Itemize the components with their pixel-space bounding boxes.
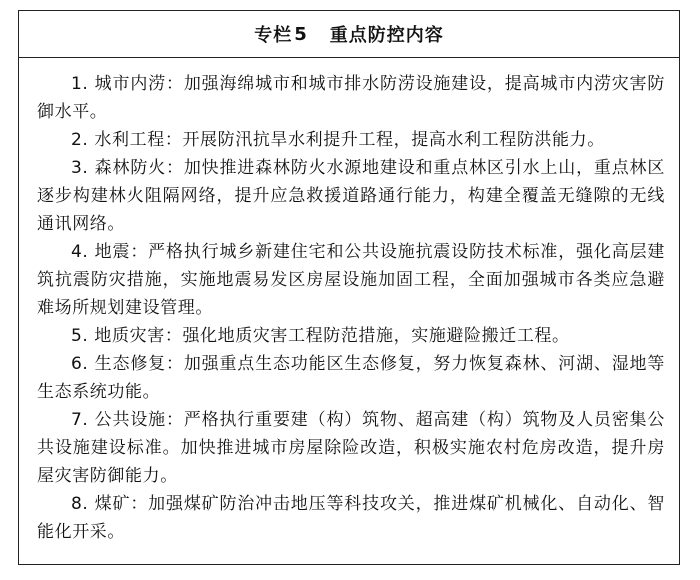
item-text: 开展防汛抗旱水利提升工程，提高水利工程防洪能力。	[182, 130, 605, 150]
column-content	[19, 58, 679, 546]
item-label: 2. 水利工程：	[71, 130, 183, 150]
item-label: 4. 地震：	[71, 242, 149, 262]
item-text: 加快推进森林防火水源地建设和重点林区引水上山，重点林区逐步构建林火阻隔网络，提升应急救援道路通行能力，构建全覆盖无缝隙的无线通讯网络。	[37, 158, 665, 234]
column-number: 5	[294, 23, 308, 45]
list-item	[37, 154, 665, 238]
item-text: 加强海绵城市和城市排水防涝设施建设，提高城市内涝灾害防御水平。	[37, 74, 665, 122]
item-label: 8. 煤矿：	[71, 494, 149, 514]
item-label: 5. 地质灾害：	[71, 326, 183, 346]
item-text: 加强重点生态功能区生态修复，努力恢复森林、河湖、湿地等生态系统功能。	[37, 354, 665, 402]
list-item	[37, 70, 665, 126]
item-text: 加强煤矿防治冲击地压等科技攻关，推进煤矿机械化、自动化、智能化开采。	[37, 494, 665, 542]
item-label: 3. 森林防火：	[71, 158, 184, 178]
item-label: 7. 公共设施：	[71, 410, 184, 430]
item-text: 严格执行城乡新建住宅和公共设施抗震设防技术标准，强化高层建筑抗震防灾措施，实施地震易发区房屋设施加固工程，全面加强城市各类应急避难场所规划建设管理。	[37, 242, 665, 318]
column-header	[19, 11, 679, 58]
column-title: 重点防控内容	[329, 25, 444, 46]
list-item	[37, 322, 665, 350]
item-text: 强化地质灾害工程防范措施，实施避险搬迁工程。	[182, 326, 570, 346]
item-label: 6. 生态修复：	[71, 354, 184, 374]
list-item	[37, 350, 665, 406]
column-box	[18, 10, 680, 565]
column-prefix: 专栏	[254, 25, 293, 46]
item-label: 1. 城市内涝：	[71, 74, 184, 94]
list-item	[37, 126, 665, 154]
list-item	[37, 490, 665, 546]
item-text: 严格执行重要建（构）筑物、超高建（构）筑物及人员密集公共设施建设标准。加快推进城市房屋除险改造，积极实施农村危房改造，提升房屋灾害防御能力。	[37, 410, 665, 486]
list-item	[37, 238, 665, 322]
list-item	[37, 406, 665, 490]
